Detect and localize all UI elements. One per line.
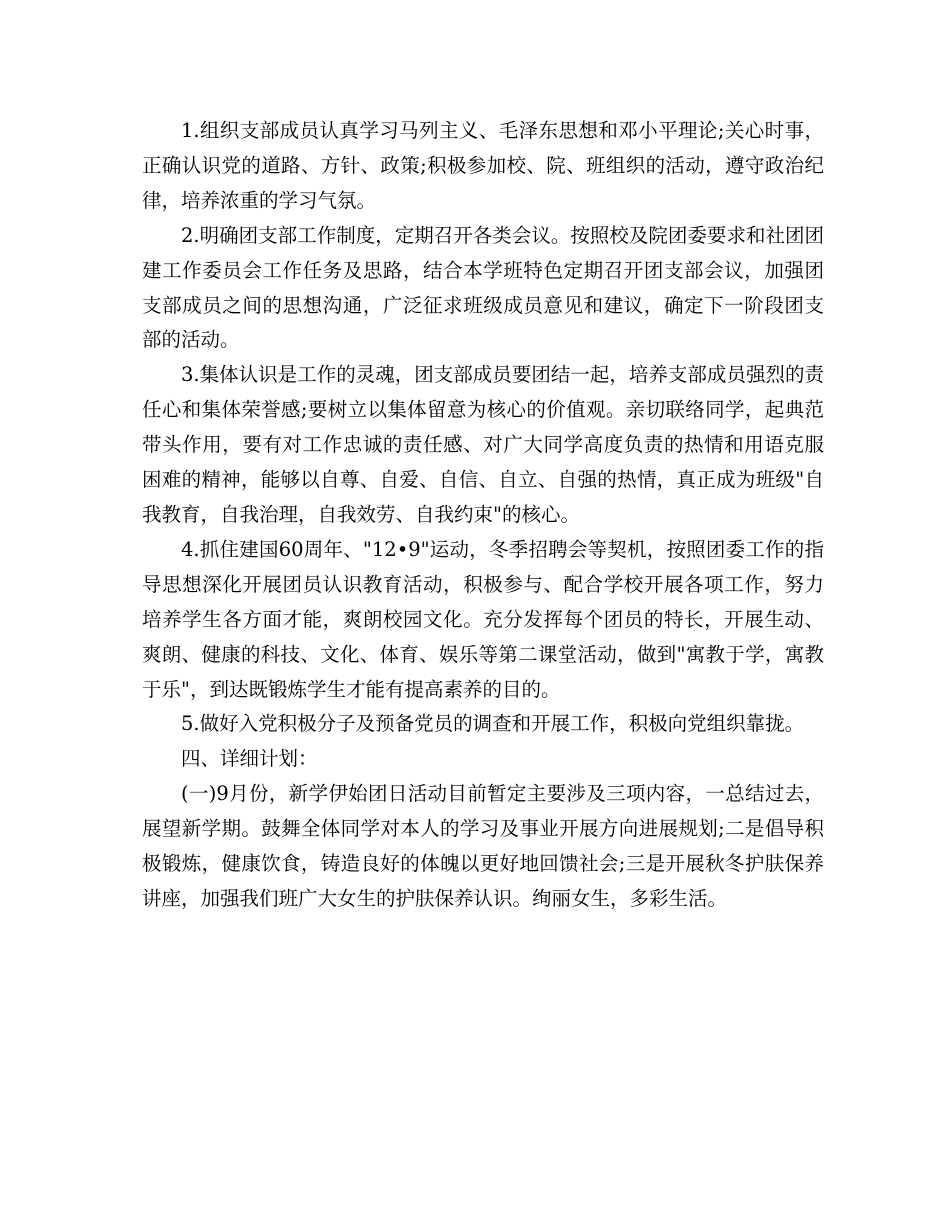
document-body — [142, 114, 824, 917]
paragraph-item-4: 4.抓住建国60周年、"12•9"运动，冬季招聘会等契机，按照团委工作的指导思想深化开展团员认识教育活动，积极参与、配合学校开展各项工作，努力培养学生各方面才能，爽朗校园文化。充分发挥每个团员的特长，开展生动、爽朗、健康的科技、文化、体育、娱乐等第二课堂活动，做到"寓教于学，寓教于乐"，到达既锻炼学生才能有提高素养的目的。 — [142, 537, 824, 701]
paragraph-item-2: 2.明确团支部工作制度，定期召开各类会议。按照校及院团委要求和社团团建工作委员会工作任务及思路，结合本学班特色定期召开团支部会议，加强团支部成员之间的思想沟通，广泛征求班级成员意见和建议，确定下一阶段团支部的活动。 — [142, 223, 824, 352]
section-heading: 四、详细计划： — [181, 747, 318, 771]
paragraph-item-5: 5.做好入党积极分子及预备党员的调查和开展工作，积极向党组织靠拢。 — [181, 712, 805, 736]
plan-paragraph-september: (一)9月份，新学伊始团日活动目前暂定主要涉及三项内容，一总结过去，展望新学期。鼓舞全体同学对本人的学习及事业开展方向进展规划;二是倡导积极锻炼，健康饮食，铸造良好的体魄以更好地回馈社会;三是开展秋冬护肤保养讲座，加强我们班广大女生的护肤保养认识。绚丽女生，多彩生活。 — [142, 782, 824, 910]
paragraph-item-3: 3.集体认识是工作的灵魂，团支部成员要团结一起，培养支部成员强烈的责任心和集体荣誉感;要树立以集体留意为核心的价值观。亲切联络同学，起典范带头作用，要有对工作忠诚的责任感、对广大同学高度负责的热情和用语克服困难的精神，能够以自尊、自爱、自信、自立、自强的热情，真正成为班级"自我教育，自我治理，自我效劳、自我约束"的核心。 — [142, 363, 824, 526]
paragraph-item-1: 1.组织支部成员认真学习马列主义、毛泽东思想和邓小平理论;关心时事，正确认识党的道路、方针、政策;积极参加校、院、班组织的活动，遵守政治纪律，培养浓重的学习气氛。 — [142, 119, 824, 212]
